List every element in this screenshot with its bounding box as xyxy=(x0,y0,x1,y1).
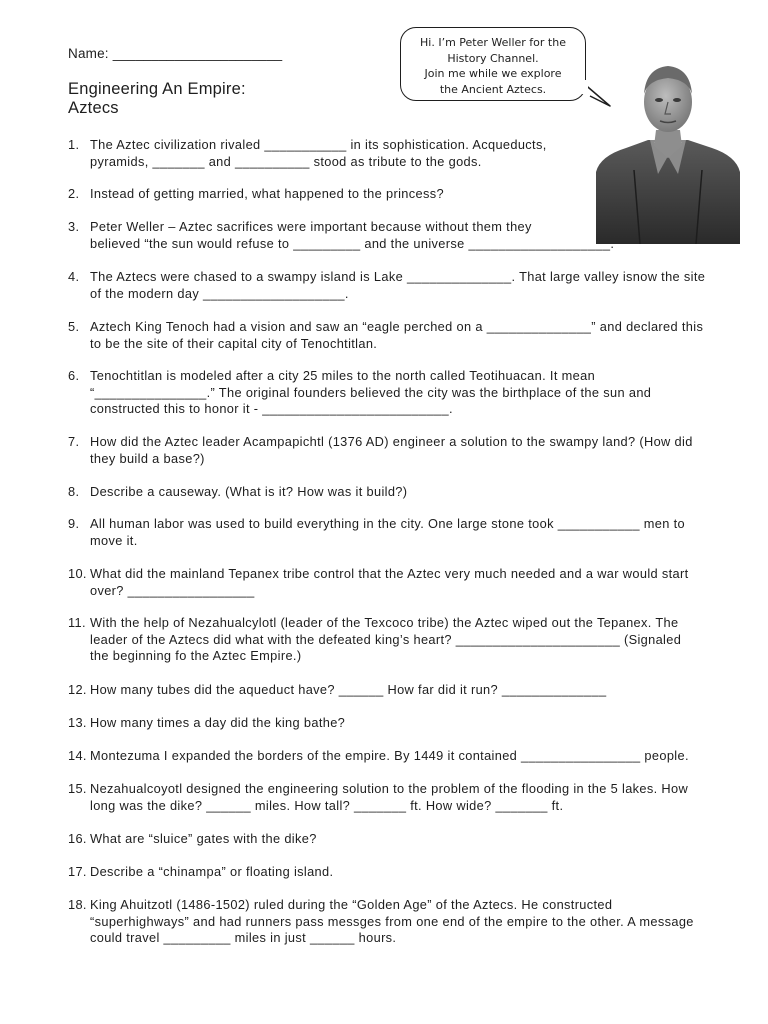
question-number: 6. xyxy=(68,368,80,383)
question-2 xyxy=(68,186,444,203)
question-8 xyxy=(68,484,407,501)
question-text: How did the Aztec leader Acampapichtl (1376 AD) engineer a solution to the swampy land? (How did they build a base?) xyxy=(90,434,693,466)
question-text: Describe a “chinampa” or floating island. xyxy=(90,864,334,879)
question-text: Instead of getting married, what happened to the princess? xyxy=(90,186,444,201)
page-title xyxy=(68,80,246,118)
question-9 xyxy=(68,516,685,549)
question-number: 16. xyxy=(68,831,87,846)
question-13 xyxy=(68,715,345,732)
name-field-label: Name: ______________________ xyxy=(68,46,283,61)
question-15 xyxy=(68,781,688,814)
question-text: Peter Weller – Aztec sacrifices were important because without them they believed “the sun would refuse to _________ and the universe ___________________. xyxy=(90,219,615,251)
question-number: 18. xyxy=(68,897,87,912)
question-5 xyxy=(68,319,703,352)
question-3 xyxy=(68,219,614,252)
question-text: Tenochtitlan is modeled after a city 25 miles to the north called Teotihuacan. It mean “_______________.” The original founders believed the city was the birthplace of the sun and constructed this to honor it - _________________________. xyxy=(90,368,652,417)
question-text: What are “sluice” gates with the dike? xyxy=(90,831,317,846)
question-number: 4. xyxy=(68,269,80,284)
question-text: Describe a causeway. (What is it? How was it build?) xyxy=(90,484,408,499)
question-4 xyxy=(68,269,705,302)
question-number: 5. xyxy=(68,319,80,334)
question-16 xyxy=(68,831,317,848)
speech-bubble xyxy=(400,27,586,101)
question-number: 17. xyxy=(68,864,87,879)
title-line-1: Engineering An Empire: xyxy=(68,80,246,98)
question-7 xyxy=(68,434,693,467)
question-number: 12. xyxy=(68,682,87,697)
question-number: 9. xyxy=(68,516,80,531)
speech-line-3: Join me while we explore xyxy=(424,67,562,80)
question-text: Nezahualcoyotl designed the engineering solution to the problem of the flooding in the 5 lakes. How long was the dike? ______ miles. How tall? _______ ft. How wide? _______ ft. xyxy=(90,781,689,813)
question-text: Aztech King Tenoch had a vision and saw an “eagle perched on a ______________” and declared this to be the site of their capital city of Tenochtitlan. xyxy=(90,319,704,351)
question-number: 14. xyxy=(68,748,87,763)
question-18 xyxy=(68,897,694,947)
question-10 xyxy=(68,566,689,599)
question-6 xyxy=(68,368,651,418)
question-14 xyxy=(68,748,689,765)
speech-line-4: the Ancient Aztecs. xyxy=(439,82,547,96)
title-line-2: Aztecs xyxy=(68,99,119,117)
question-number: 3. xyxy=(68,219,80,234)
question-12 xyxy=(68,682,606,699)
question-number: 15. xyxy=(68,781,87,796)
question-number: 8. xyxy=(68,484,80,499)
question-number: 13. xyxy=(68,715,87,730)
question-text: What did the mainland Tepanex tribe control that the Aztec very much needed and a war would start over? _________________ xyxy=(90,566,689,598)
speech-line-1: Hi. I’m Peter Weller for the xyxy=(420,36,566,49)
question-text: The Aztec civilization rivaled ___________ in its sophistication. Acqueducts, pyramids, _______ and __________ stood as tribute to the gods. xyxy=(90,137,547,169)
question-number: 11. xyxy=(68,615,86,630)
question-text: All human labor was used to build everything in the city. One large stone took ___________ men to move it. xyxy=(90,516,685,548)
question-text: How many times a day did the king bathe? xyxy=(90,715,346,730)
speech-line-2: History Channel. xyxy=(447,51,539,65)
question-number: 1. xyxy=(68,137,80,152)
question-text: The Aztecs were chased to a swampy island is Lake ______________. That large valley isnow the site of the modern day ___________________. xyxy=(90,269,706,301)
question-text: Montezuma I expanded the borders of the empire. By 1449 it contained ________________ people. xyxy=(90,748,689,763)
question-number: 2. xyxy=(68,186,80,201)
question-text: King Ahuitzotl (1486-1502) ruled during the “Golden Age” of the Aztecs. He constructed “superhighways” and had runners pass messges from one end of the empire to the other. A message could travel _________ miles in just ______ hours. xyxy=(90,897,694,946)
question-number: 10. xyxy=(68,566,87,581)
question-text: With the help of Nezahualcylotl (leader of the Texcoco tribe) the Aztec wiped out the Tepanex. The leader of the Aztecs did what with the defeated king’s heart? ______________________ (Signaled the beginning fo the Aztec Empire.) xyxy=(90,615,682,664)
question-number: 7. xyxy=(68,434,80,449)
question-11 xyxy=(68,615,681,665)
speech-bubble-tail xyxy=(580,80,620,112)
question-text: How many tubes did the aqueduct have? ______ How far did it run? ______________ xyxy=(90,682,607,697)
question-17 xyxy=(68,864,333,881)
question-1 xyxy=(68,137,547,170)
